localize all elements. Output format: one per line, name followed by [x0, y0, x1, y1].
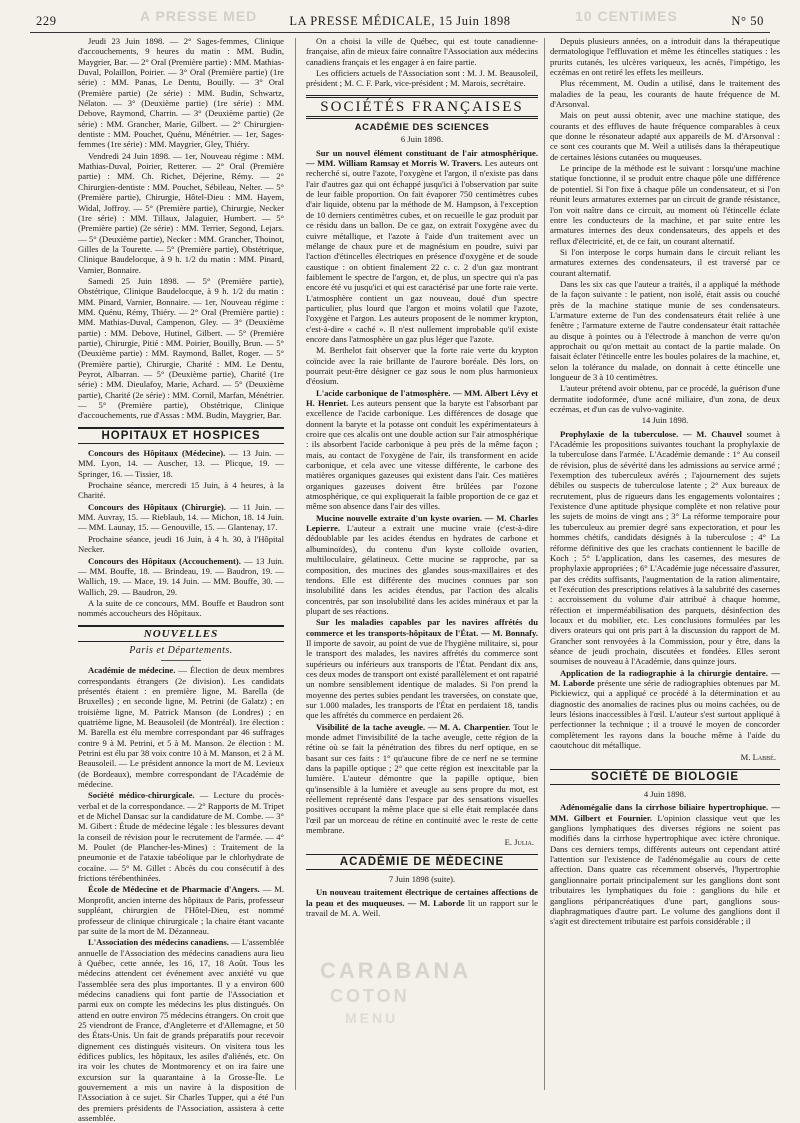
concours-chirurgie-next: Prochaine séance, jeudi 16 Juin, à 4 h. 30, à l'Hôpital Necker. [78, 533, 284, 555]
item-lead: Prophylaxie de la tuberculose. — M. Chauvel [560, 428, 742, 439]
bleed-through-right: 10 CENTIMES [575, 8, 678, 24]
news-canadiens [78, 937, 284, 1123]
item-lead: Concours des Hôpitaux (Chirurgie). [88, 501, 226, 512]
column-3 [550, 36, 780, 1090]
session-date: 6 Juin 1898. [400, 134, 444, 145]
subsection-academie-sciences: ACADÉMIE DES SCIENCES [354, 122, 490, 134]
bleed-through-left: A PRESSE MED [140, 8, 258, 24]
item-body: soumet à l'Académie les propositions suivantes touchant la prophylaxie de la tuberculose dans l'armée. L'Académie demande : 1° Au conseil de révision, plus de sévérité dans les admissions au service armé ; l'exemption des tuberculeux avérés ; l'ajournement des sujets débiles ou suspects de tuberculose latente ; 2° Aux bureaux de recrutement, plus de rigueurs dans les engagements volontaires ; l'existence d'une aptitude physique complète et non relative pour les sujets de moins de vingt ans ; 3° La réforme temporaire pour les tuberculeux au premier degré sans expectoration, et pour les hommes chétifs, candidats désignés à la tuberculose ; 4° La réforme définitive des que les crachats contiennent le bacille de Koch ; 5° L'application, dans les casernes, des mesures de prophylaxie appropriées ; 6° L'Académie juge nécessaire d'assurer, par des crédits suffisants, l'augmentation de la ration alimentaire, et l'exécution des prescriptions relatives à la salubrité des casernes : accroissement du volume d'air attribué à chaque homme, réfection et imperméabilisation des parquets, désinfection des locaux et du mobilier, etc. Les conclusions formulées par les divers orateurs qui ont pris part à la discussion du rapport de M. Grancher sont renvoyées à la Commission, pour y être, dans la séance de jeudi prochain, discutées et fondées. Elles seront soumises de nouveau à l'Académie, dans quinze jours. [550, 428, 781, 667]
session-date: 14 Juin 1898. [641, 415, 689, 426]
item-lead: L'acide carbonique de l'atmosphère. — MM. Albert Lévy et H. Henriet. [306, 387, 538, 408]
concours-medecine [78, 448, 284, 479]
item-lead: Un nouveau traitement électrique de certaines affections de la peau et des muqueuses. — M. Laborde [306, 887, 538, 908]
item-body: L'auteur a extrait une mucine vraie (c'est-à-dire dédoublable par les acides étendus en hydrates de carbone et albuminoïdes), du contenu d'un kyste colloïde ovarien, multiloculaire, gélatineux. Cette mucine se rapproche, par sa composition, des mucines des glandes sous-maxillaires et des tendons. Elle est différente des mucines connues par son insolubilité dans les acides étendus, par l'action des alcalis concentrés, par son insolubilité dans les acides minéraux et par la plupart de ses réactions. [306, 523, 538, 616]
item-body: — L'assemblée annuelle de l'Association des médecins canadiens aura lieu à Québec, cette année, les 16, 17, 18 Août. Tous les médecins attendent cet événement avec anxiété vu que l'assemblée sera des plus importantes. Il y a environ 600 médecins canadiens qui font partie de l'Association et parmi eux on compte les médecins les plus distingués. On attend en outre environ 75 médecins étrangers. On croit que 25 viendront de France, d'Angleterre et d'Allemagne, et 50 des États-Unis. Un fait de grands préparatifs pour recevoir dignement ces distingués visiteurs. On visitera tous les édifices publics, les hôpitaux, les asiles d'aliénés, etc. On ira voir les chutes de Montmorency et on ira faire une excursion sur la quarantaine à la Grosse-Île. Le gouvernement a mis un navire à la disposition de l'Association à ce sujet. Sir Charles Tupper, qui a été l'un des premiers présidents de l'Association, assistera à cette assemblée. [78, 937, 285, 1123]
item-lead: Sur les maladies capables par les navires affrétés du commerce et les transports-hôpitaux de l'État. — M. Bonnafy. [306, 617, 538, 638]
item-lead: Sur un nouvel élément constituant de l'air atmosphérique. — MM. William Ramsay et Morris W. Travers. [306, 147, 538, 169]
article-navires [306, 617, 538, 720]
subsection-paris: Paris et Départements. [129, 644, 233, 656]
paragraph: Si l'on interpose le corps humain dans le circuit reliant les armatures externes des condensateurs, il est traversé par ce courant alternatif. [550, 246, 780, 278]
item-body: L'opinion classique veut que les ganglions lymphatiques des diverses régions ne soient pas modifiés dans la cirrhose hypertrophique avec ictère chronique. Dans ces derniers temps, différents auteurs ont cependant attiré l'attention sur l'existence de l'adénomégalie au cours de cette affection. Dans quatre cas récemment observés, l'hypertrophie ganglionnaire portait principalement sur les ganglions dont sont tributaires les lymphatiques du foie : ganglions du hile et ganglions péripancréatiques d'une part, ganglions sous-diaphragmatiques d'autre part. Le volume des ganglions dont il s'agit est directement tributaire est parfois considérable ; il [550, 812, 780, 927]
item-lead: L'Association des médecins canadiens. [88, 937, 229, 948]
concours-accouchement [78, 556, 284, 597]
bleed-through-mid1: CARABANA [320, 958, 472, 983]
divider [161, 660, 201, 661]
article-adenomegalie [550, 802, 780, 926]
item-body: Il importe de savoir, au point de vue de l'hygiène militaire, si, pour le transport des malades, les navires affrétés du commerce sont supérieurs ou inférieurs aux transports de l'État. Pendant dix ans, ces deux modes de transport ont existé parallèlement et ont rapatrié un nombre sensiblement identique de malades. Si l'on prend la moyenne des pertes subies pendant les traversées, on constate que, sur 1.000 malades, les transports de l'État en perdaient 18, tandis que les affrétés du commerce en perdaient 26. [306, 637, 538, 721]
paragraph: Plus récemment, M. Oudin a utilisé, dans le traitement des maladies de la peau, les courants de haute fréquence de M. d'Arsonval. [550, 78, 780, 110]
author-signature: E. Julia. [504, 837, 534, 848]
article-acide-carbonique [306, 388, 538, 512]
news-academie [78, 665, 284, 789]
column-2 [306, 36, 538, 1090]
paragraph: On a choisi la ville de Québec, qui est toute canadienne-française, afin de mieux faire connaître l'Association aux médecins canadiens français et les engager à en faire partie. [306, 36, 538, 67]
paragraph: Dans les six cas que l'auteur a traités, il a appliqué la méthode de la façon suivante : le patient, non isolé, était assis ou couché près de la machine statique munie de ses condensateurs. L'armature externe de l'un des condensateurs était reliée à une fenêtre ; l'armature externe de l'autre condensateur était rattachée au disque à pointes ou à l'électrode à manchon de verre qu'on approchait ou qu'on mettait au contact de la partie malade. On faisait éclater l'étincelle entre les boules polaires de la machine, et, selon la tolérance du malade, on donnait à cette étincelle une longueur de 3 à 10 centimètres. [550, 278, 780, 382]
item-body: Les auteurs pensent que la baryte est l'absorbant par excellence de l'acide carbonique. Les différences de dosage que donnent la baryte et la potasse ont conduit les expérimentateurs à croire que ces alcalis ont une double action sur l'air atmosphérique : ils absorbent l'acide carbonique à peu près de la même façon ; mais, au contact de l'oxygène de l'air, ils transforment en acide carbonique, et cela avec une vitesse différente, le carbone des matières organiques gazeuses qui existent dans l'air. Ces matières organiques gazeuses doivent être brûlées par l'ozone atmosphérique, ce qui expliquerait la faible proportion de ce gaz et même son absence dans l'air des villes. [306, 398, 538, 512]
item-lead: École de Médecine et de Pharmacie d'Angers. [88, 884, 260, 895]
paragraph: Les officiers actuels de l'Association sont : M. J. M. Beausoleil, président ; M. C. F. Park, vice-président ; M. Marois, secrétaire. [306, 68, 538, 89]
item-lead: Concours des Hôpitaux (Médecine). [88, 448, 226, 459]
item-lead: Mucine nouvelle extraite d'un kyste ovarien. — M. Charles Lepierre. [306, 512, 538, 534]
bleed-through-mid2: COTON [330, 986, 410, 1006]
section-title-academie-medecine: ACADÉMIE DE MÉDECINE [306, 854, 538, 870]
article-radiographie [550, 668, 780, 751]
paragraph: Mais on peut aussi obtenir, avec une machine statique, des courants et des effluves de haute fréquence comparables à ceux que donne le résonateur adapté aux appareils de M. d'Arsonval : ce sont ces courants que M. Weil a utilisés dans la thérapeutique de certaines lésions cutanées ou muqueuses. [550, 110, 780, 162]
item-body: — Lecture du procès-verbal et de la correspondance. — 2° Rapports de M. Tripet et de Michel Dansac sur la candidature de M. Combe. — 3° M. Gibert : Étude de médecine légale : les blessures devant la conseil de révision pour le recrutement de l'armée. — 4° M. Poulet (de Plancher-les-Mines) : Traitement de la pneumonie et de l'ataxie tabéolique par le chlorhydrate de cocaïne. — 5° M. Gillet : Abcès du cou consécutif à des frictions térébenthinées. [78, 790, 284, 884]
article-tache-aveugle [306, 722, 538, 836]
article-krypton [306, 148, 538, 345]
page-header [30, 10, 770, 33]
bleed-through-mid3: MENU [345, 1010, 399, 1026]
section-title-nouvelles: NOUVELLES [78, 625, 284, 642]
section-title-hopitaux: HOPITAUX ET HOSPICES [78, 427, 284, 444]
article-mucine [306, 513, 538, 616]
column-divider [295, 38, 296, 1090]
item-lead: Adénomégalie dans la cirrhose biliaire hypertrophique. — MM. Gilbert et Fournier. [550, 802, 780, 823]
item-body: — 13 Juin. — MM. Lyon, 14. — Auscher, 13. — Plicque, 19. — Springer, 16. — Tissier, 18. [78, 448, 284, 479]
item-body: — 11 Juin. — MM. Auvray, 15. — Rieblaub, 14. — Michon, 18. 14 Juin. — MM. Launay, 15. — Genouville, 15. — Glantenay, 17. [78, 501, 284, 533]
item-lead: Visibilité de la tache aveugle. — M. A. Charpentier. [316, 721, 511, 732]
article-tuberculose [550, 429, 780, 667]
paragraph: L'auteur prétend avoir obtenu, par ce procédé, la guérison d'une dermatite iodoformée, d'une acné miliaire, d'un zona, de deux eczémas, et d'un cas de vulvo-vaginite. [550, 383, 780, 415]
news-angers [78, 884, 284, 936]
session-date: 4 Juin 1898. [643, 789, 687, 800]
item-body: Tout le monde admet l'invisibilité de la tache aveugle, cette région de la rétine où se fait la pénétration des fibres du nerf optique, en se basant sur ces faits : 1° qu'aucune fibre de ce nerf ne se termine dans la papille optique ; 2° que cette région est inexcitable par la lumière. L'auteur démontre que la papille optique, bien qu'insensible à la lumière et aveugle au sens propre du mot, est réellement représenté dans l'espace par des sensations visuelles positives occupant la même place que si elle était remplacée dans l'œil par un morceau de rétine en continuité avec le reste de cette membrane. [306, 721, 539, 836]
exam-friday: Vendredi 24 Juin 1898. — 1er, Nouveau régime : MM. Mathias-Duval, Poirier, Retterer. — 2° Oral (Première partie) : MM. Ch. Richet, Déjerine, Rémy. — 2° Chirurgien-dentiste : MM. Pouchet, Sébileau, Nelter. — 5° (Première partie), Chirurgie, Hôtel-Dieu : MM. Hayem, Widal, Joffroy. — 5° (Première partie), Chirurgie, Necker (1re série) : MM. Tillaux, Jalaguier, Humbert. — 5° (Première partie) (2e série) : MM. Terrier, Segond, Lejars. — 5° (Deuxième partie), Necker : MM. Grancher, Thoinot, Gilles de la Tourette. — 5° (Première partie), Obstétrique, Clinique Baudelocque, à 9 h. 1/2 du matin : MM. Pinard, Varnier, Bonnaire. [78, 150, 284, 275]
news-societe [78, 790, 284, 883]
exam-thursday: Jeudi 23 Juin 1898. — 2° Sages-femmes, Clinique d'accouchements, 9 heures du matin : MM. Budin, Maygrier, Bar. — 2° Oral (Première partie) : MM. Mathias-Duval, Polaillon, Poirier. — 3° Oral (Première partie) (1re série) : MM. Panas, Le Dentu, Bouilly. — 3° Oral (Première partie) (2e série) : MM. Budin, Schwartz, Nélaton. — 3° (Deuxième partie) (1re série) : MM. Debove, Raymond, Charrin. — 3° (Deuxième partie) (2e série) : MM. Grancher, Marie, Gilbert. — 2° Chirurgien-dentiste : MM. Pouchet, Quénu, Ménétrier. — 1er, Sages-femmes (1re série) : MM. Maygrier, Gley, Thiéry. [78, 36, 284, 150]
journal-title: LA PRESSE MÉDICALE, 15 Juin 1898 [289, 14, 511, 28]
section-title-societes: SOCIÉTÉS FRANÇAISES [306, 95, 538, 119]
item-lead: Société médico-chirurgicale. [88, 790, 195, 801]
item-body: présente une série de radiographies obtenues par M. Pickiewicz, qui a appliqué ce procédé à la détermination et au diagnostic des anomalies de racines plus ou moins cachées, ou de leurs lésions inaccessibles à l'œil. L'auteur s'est surtout appliqué à perfectionner la technique ; il a trouvé le moyen de concorder complètement les rayons dans la bouche même à l'aide du caoutchouc dit métallique. [550, 677, 781, 751]
session-date: 7 Juin 1898 (suite). [388, 874, 456, 885]
article-krypton-remark: M. Berthelot fait observer que la forte raie verte du krypton coïncide avec la raie brillante de l'aurore boréale. Dès lors, on pourrait peut-être désigner ce gaz sous le nom plus harmonieux d'éosium. [306, 345, 538, 387]
concours-chirurgie [78, 502, 284, 533]
item-body: lit un rapport sur le travail de M. A. Weil. [306, 897, 538, 919]
concours-accouchement-result: A la suite de ce concours, MM. Bouffe et Baudron sont nommés accoucheurs des Hôpitaux. [78, 597, 284, 619]
column-divider [544, 38, 545, 1090]
item-lead: Académie de médecine. [88, 665, 176, 676]
page-number: 229 [36, 14, 57, 28]
item-lead: Application de la radiographie à la chirurgie dentaire. — M. Laborde [550, 667, 780, 688]
item-body: — M. Monprofit, ancien interne des hôpitaux de Paris, professeur suppléant, chirurgien de l'Hôtel-Dieu, est nommé professeur de clinique chirurgicale ; la chaire étant vacante par suite de la mort de M. Dézanneau. [78, 884, 284, 936]
paragraph: Depuis plusieurs années, on a introduit dans la thérapeutique dermatologique l'effluvation et même les étincelles statiques : les prurits cutanés, les ulcères variqueux, les acnés, l'impétigo, les eczémas en ont retiré les effets les meilleurs. [550, 36, 780, 78]
item-body: Les auteurs ont recherché si, outre l'azote, l'oxygène et l'argon, il n'existe pas dans l'air d'autres gaz qui ont échappé jusqu'ici à l'observation par suite de leur faible proportion. On fait évaporer 750 centimètres cubes d'air liquide, obtenu par la méthode de M. Hampson, à l'exception de 10 derniers centimètres cubes, et on recueille le gaz produit par ce résidu dans un ballon. De ce gaz, on extrait l'oxygène avec du cuivre métallique, et l'azote à l'aide d'un traitement avec un mélange de chaux pure et de magnésium en poudre, suivi par l'action d'étincelles électriques en présence d'oxygène et de soude caustique : on obtient finalement 22 c. c. 2 d'un gaz montrant faiblement le spectre de l'argon, et, de plus, un spectre qui n'a pas encore été vu jusqu'ici et qui est caractérisé par une forte raie verte. L'atmosphère contient un gaz nouveau, doué d'un spectre particulier, plus lourd que l'argon et moins volatil que l'azote, l'oxygène et l'argon. Les auteurs proposent de le nommer krypton, c'est-à-dire « caché ». Il n'est nullement improbable qu'il existe encore dans l'atmosphère un gaz plus léger que l'azote. [306, 158, 538, 344]
exam-saturday: Samedi 25 Juin 1898. — 5° (Première partie), Obstétrique, Clinique Baudelocque, à 9 h. 1/2 du matin : MM. Pinard, Varnier, Bonnaire. — 1er, Nouveau régime : MM. Quénu, Rémy, Thiéry. — 2° Oral (Première partie) : MM. Mathias-Duval, Campenon, Gley. — 3° (Deuxième partie) : MM. Debove, Hutinel, Gilbert. — 5° (Première partie), Chirurgie, Pitié : MM. Poirier, Bouilly, Brun. — 5° (Deuxième partie) : MM. Raymond, Ballet, Roger. — 5° (Première partie), Chirurgie, Charité : MM. Le Dentu, Peyrot, Albarran. — 5° (Deuxième partie), Charité (1re série) : MM. Dieulafoy, Marie, Achard. — 5° (Deuxième partie), Charité (2e série) : MM. Cornil, Marfan, Ménétrier. — 5° (Première partie), Obstétrique, Clinique d'accouchements, rue d'Assas : MM. Budin, Maygrier, Bar. [78, 275, 284, 421]
author-signature: M. Labbé. [740, 752, 776, 763]
paragraph: Le principe de la méthode est le suivant : lorsqu'une machine statique fonctionne, il se produit entre chaque pôle une différence de potentiel. Si l'on fixe à chaque pôle un condensateur, et si l'on réunit leurs armatures externes par un circuit de grande résistance, l'on voit naître dans ce circuit, au moment où l'étincelle éclate entre les conducteurs de la machine, et par suite entre les armatures internes des deux condensateurs, des appels et des reflux d'électricité, et, de ce fait, un courant alternatif. [550, 163, 780, 246]
item-body: — 13 Juin. — MM. Bouffe, 18. — Brindeau, 19. — Baudron, 19. — Wallich, 19. — Mace, 19. 14 Juin. — MM. Bouffe, 30. — Wallich, 29. — Baudron, 29. [78, 555, 284, 597]
item-body: — Élection de deux membres correspondants étrangers (2e division). Les candidats présentés étaient : en première ligne, M. Barella (de Bruxelles) ; en seconde ligne, M. Petrini (de Galatz) ; en troisième ligne, M. Patrick Manson (de Londres) ; en quatrième ligne, M. Beausoleil (de Montréal). 1re élection : M. Barella est élu membre correspondant par 46 suffrages contre 9 à M. Petrini, et 5 à M. Manson. 2e élection : M. Petrini est élu par 38 voix contre 10 à M. Manson, et 2 à M. Beausoleil. — Le président annonce la mort de M. Levieux (de Bordeaux), membre correspondant de l'Académie de médecine. [78, 665, 284, 790]
section-title-biologie: SOCIÉTÉ DE BIOLOGIE [550, 769, 780, 785]
item-lead: Concours des Hôpitaux (Accouchement). [88, 555, 241, 566]
issue-number: N° 50 [731, 14, 764, 28]
column-1 [78, 36, 285, 1123]
concours-medecine-next: Prochaine séance, mercredi 15 Juin, à 4 heures, à la Charité. [78, 480, 284, 501]
article-traitement-electrique [306, 887, 538, 918]
